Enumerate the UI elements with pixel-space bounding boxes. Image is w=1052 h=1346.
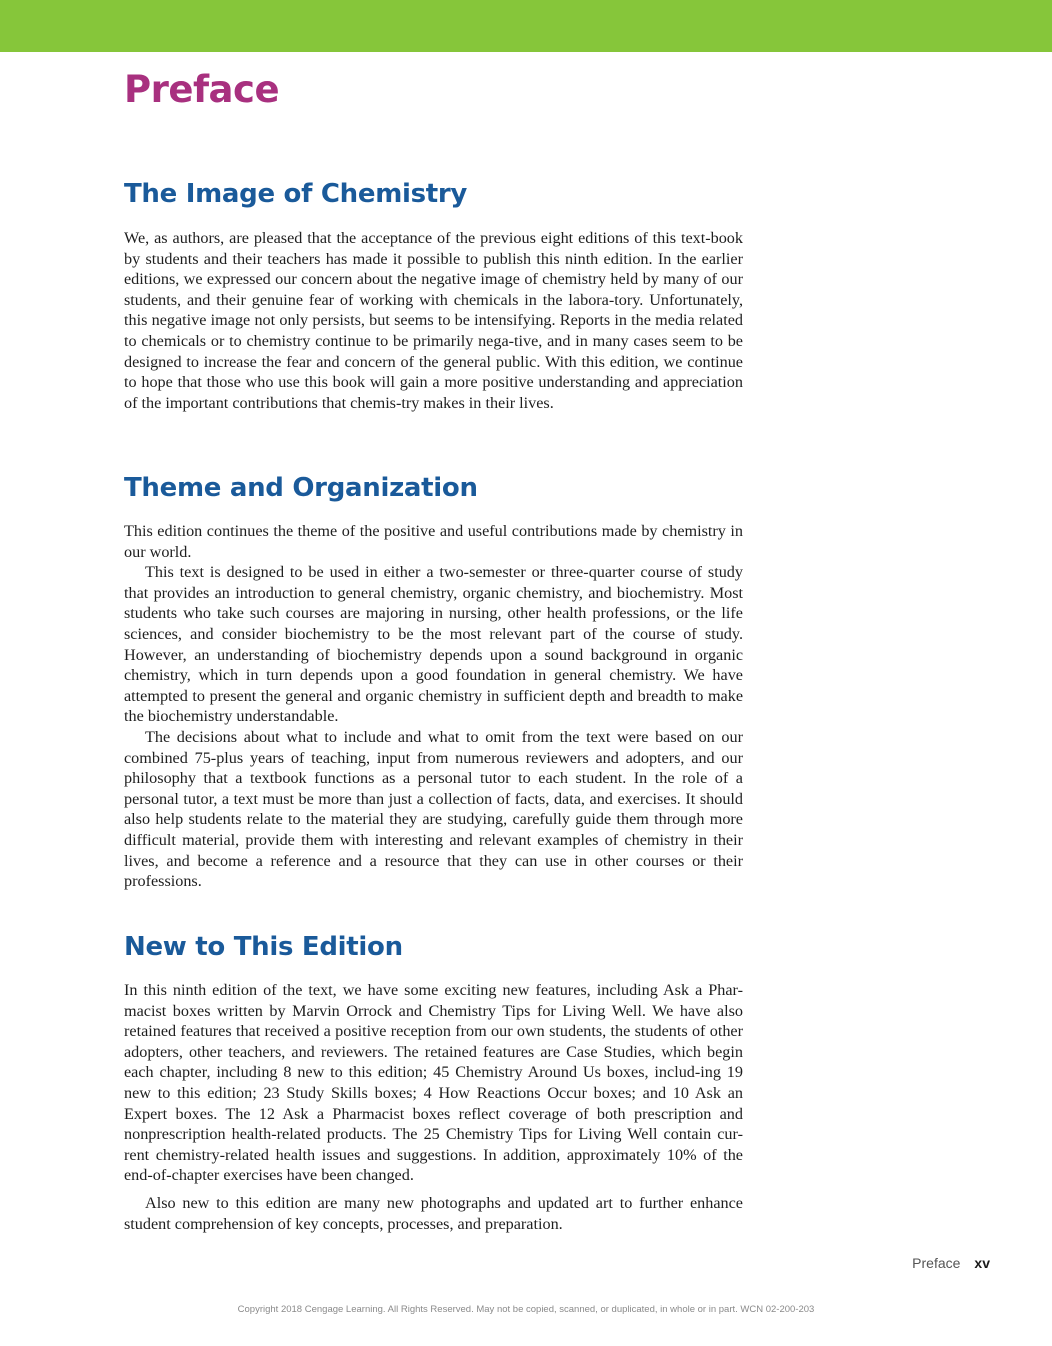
running-footer	[912, 1255, 990, 1271]
page-number: xv	[974, 1255, 990, 1271]
paragraph: In this ninth edition of the text, we have some exciting new features, including Ask a Phar-macist boxes written by Marvin Orrock and Chemistry Tips for Living Well. We have also retained features that received a positive reception from our own students, the students of other adopters, other teachers, and reviewers. The retained features are Case Studies, which begin each chapter, including 8 new to this edition; 45 Chemistry Around Us boxes, includ-ing 19 new to this edition; 23 Study Skills boxes; 4 How Reactions Occur boxes; and 10 Ask an Expert boxes. The 12 Ask a Pharmacist boxes reflect coverage of both prescription and nonprescription health-related products. The 25 Chemistry Tips for Living Well contain cur-rent chemistry-related health issues and suggestions. In addition, approximately 10% of the end-of-chapter exercises have been changed.	[124, 981, 743, 1185]
paragraph: This edition continues the theme of the positive and useful contributions made by chemistry in our world.	[124, 522, 743, 561]
running-head: Preface	[912, 1255, 961, 1271]
paragraph: This text is designed to be used in either a two-semester or three-quarter course of study that provides an introduction to general chemistry, organic chemistry, and biochemistry. Most students who take such courses are majoring in nursing, other health professions, or the life sciences, and consider biochemistry to be the most relevant part of the course of study. However, an understanding of biochemistry depends upon a sound background in organic chemistry, which in turn depends upon a good foundation in general chemistry. We have attempted to present the general and organic chemistry in sufficient depth and breadth to make the biochemistry understandable.	[124, 563, 743, 726]
paragraph: We, as authors, are pleased that the acceptance of the previous eight editions of this text-book by students and their teachers has made it possible to publish this ninth edition. In the earlier editions, we expressed our concern about the negative image of chemistry held by many of our students, and their genuine fear of working with chemicals in the labora-tory. Unfortunately, this negative image not only persists, but seems to be intensifying. Reports in the media related to chemicals or to chemistry continue to be primarily nega-tive, and in many cases seem to be designed to increase the fear and concern of the general public. With this edition, we continue to hope that those who use this book will gain a more positive understanding and appreciation of the important contributions that chemis-try makes in their lives.	[124, 229, 743, 412]
section-body-theme-and-organization	[124, 521, 743, 892]
copyright-notice: Copyright 2018 Cengage Learning. All Rights Reserved. May not be copied, scanned, or duplicated, in whole or in part. WCN 02-200-203	[237, 1304, 815, 1315]
section-heading-image-of-chemistry: The Image of Chemistry	[124, 179, 468, 209]
paragraph: The decisions about what to include and what to omit from the text were based on our combined 75-plus years of teaching, input from numerous reviewers and adopters, and our philosophy that a textbook functions as a personal tutor to each student. In the role of a personal tutor, a text must be more than just a collection of facts, data, and exercises. It should also help students relate to the material they are studying, carefully guide them through more difficult material, provide them with interesting and relevant examples of chemistry in their lives, and become a reference and a resource that they can use in other courses or their professions.	[124, 727, 743, 891]
top-color-band	[0, 0, 1052, 52]
section-heading-theme-and-organization: Theme and Organization	[124, 473, 478, 503]
section-heading-new-to-this-edition: New to This Edition	[124, 932, 403, 962]
section-body-image-of-chemistry	[124, 228, 743, 413]
section-body-new-to-this-edition	[124, 980, 743, 1234]
page-title: Preface	[124, 68, 280, 111]
paragraph: Also new to this edition are many new photographs and updated art to further enhance student comprehension of key concepts, processes, and preparation.	[124, 1193, 743, 1233]
